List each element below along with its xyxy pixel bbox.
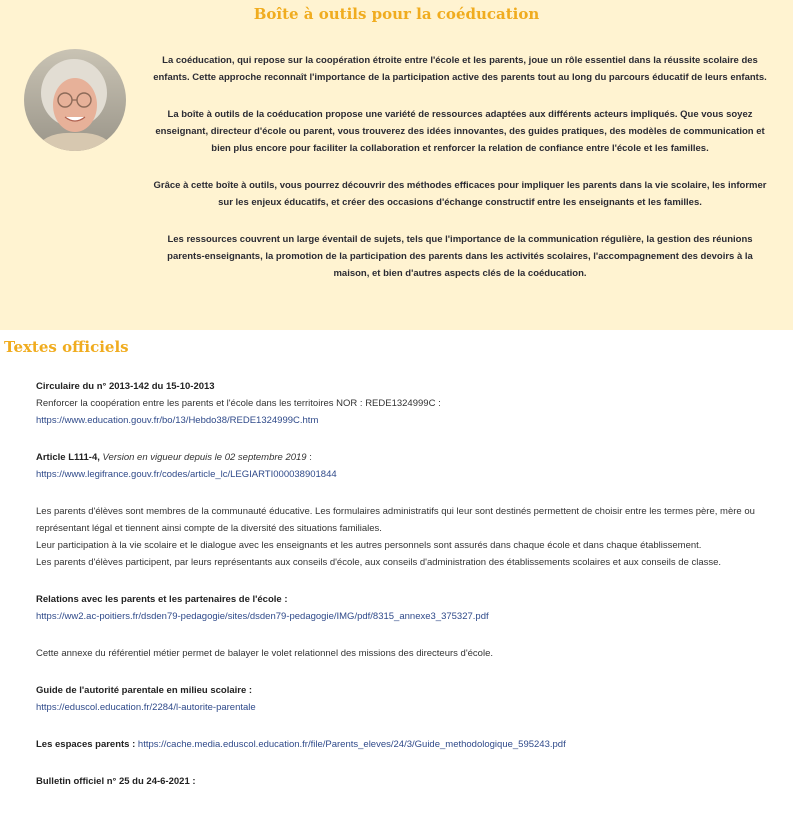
entry-title: Circulaire du n° 2013-142 du 15-10-2013 — [36, 381, 215, 392]
circulaire-link[interactable]: https://www.education.gouv.fr/bo/13/Hebdo38/REDE1324999C.htm — [36, 415, 319, 426]
entry-espaces — [36, 736, 776, 753]
hero-paragraph: La boîte à outils de la coéducation propose une variété de ressources adaptées aux différents acteurs impliqués. Que vous soyez enseignant, directeur d'école ou parent, vous trouverez des idées innovantes, des guides pratiques, des modèles de communication et bien plus encore pour faciliter la collaboration et renforcer la relation de confiance entre l'école et les familles. — [155, 109, 765, 154]
hero-banner — [0, 0, 793, 330]
entry-title: Article L111-4, — [36, 452, 100, 463]
entry-title: Bulletin officiel n° 25 du 24-6-2021 : — [36, 776, 196, 787]
hero-paragraph: La coéducation, qui repose sur la coopération étroite entre l'école et les parents, joue un rôle essentiel dans la réussite scolaire des enfants. Cette approche reconnaît l'importance de la participation active des parents tout au long du parcours éducatif de leurs enfants. — [153, 55, 767, 83]
section-title-textes-officiels: Textes officiels — [4, 338, 129, 356]
guide-link[interactable]: https://eduscol.education.fr/2284/l-autorite-parentale — [36, 702, 256, 713]
article-version: Version en vigueur depuis le 02 septembre 2019 — [102, 452, 307, 463]
article-text-line: Les parents d'élèves participent, par leurs représentants aux conseils d'école, aux conseils d'administration des établissements scolaires et aux conseils de classe. — [36, 557, 722, 568]
avatar — [24, 49, 126, 151]
article-suffix: : — [306, 452, 312, 463]
entry-description: Renforcer la coopération entre les parents et l'école dans les territoires NOR : REDE1324999C : — [36, 398, 441, 409]
entry-title: Guide de l'autorité parentale en milieu scolaire : — [36, 685, 253, 696]
entry-article — [36, 449, 776, 483]
hero-title: Boîte à outils pour la coéducation — [253, 5, 540, 23]
official-texts-list — [36, 378, 776, 810]
entry-relations — [36, 591, 776, 625]
espaces-link[interactable]: https://cache.media.eduscol.education.fr/file/Parents_eleves/24/3/Guide_methodologique_595243.pdf — [137, 739, 566, 750]
article-text-line: Leur participation à la vie scolaire et le dialogue avec les enseignants et les autres personnels sont assurés dans chaque école et dans chaque établissement. — [36, 540, 702, 551]
entry-circulaire — [36, 378, 776, 429]
legifrance-link[interactable]: https://www.legifrance.gouv.fr/codes/article_lc/LEGIARTI000038901844 — [36, 469, 337, 480]
entry-bulletin — [36, 773, 776, 790]
hero-intro-text — [150, 52, 770, 302]
entry-annex — [36, 645, 776, 662]
entry-title: Les espaces parents : — [36, 739, 136, 750]
relations-link[interactable]: https://ww2.ac-poitiers.fr/dsden79-pedagogie/sites/dsden79-pedagogie/IMG/pdf/8315_annexe3_375327.pdf — [36, 611, 489, 622]
annex-text: Cette annexe du référentiel métier permet de balayer le volet relationnel des missions des directeurs d'école. — [36, 648, 494, 659]
entry-guide — [36, 682, 776, 716]
entry-article-text — [36, 503, 776, 571]
hero-paragraph: Les ressources couvrent un large éventail de sujets, tels que l'importance de la communication régulière, la gestion des réunions parents-enseignants, la promotion de la participation des parents dans les activités scolaires, l'accompagnement des devoirs à la maison, et bien d'autres aspects clés de la coéducation. — [167, 234, 753, 279]
article-text-line: Les parents d'élèves sont membres de la communauté éducative. Les formulaires administratifs qui leur sont destinés permettent de choisir entre les termes père, mère ou représentant légal et tiennent ainsi compte de la diversité des situations familiales. — [36, 506, 755, 534]
hero-paragraph: Grâce à cette boîte à outils, vous pourrez découvrir des méthodes efficaces pour impliquer les parents dans la vie scolaire, les informer sur les enjeux éducatifs, et créer des occasions d'échange constructif entre les enseignants et les familles. — [153, 180, 767, 208]
entry-title: Relations avec les parents et les partenaires de l'école : — [36, 594, 288, 605]
